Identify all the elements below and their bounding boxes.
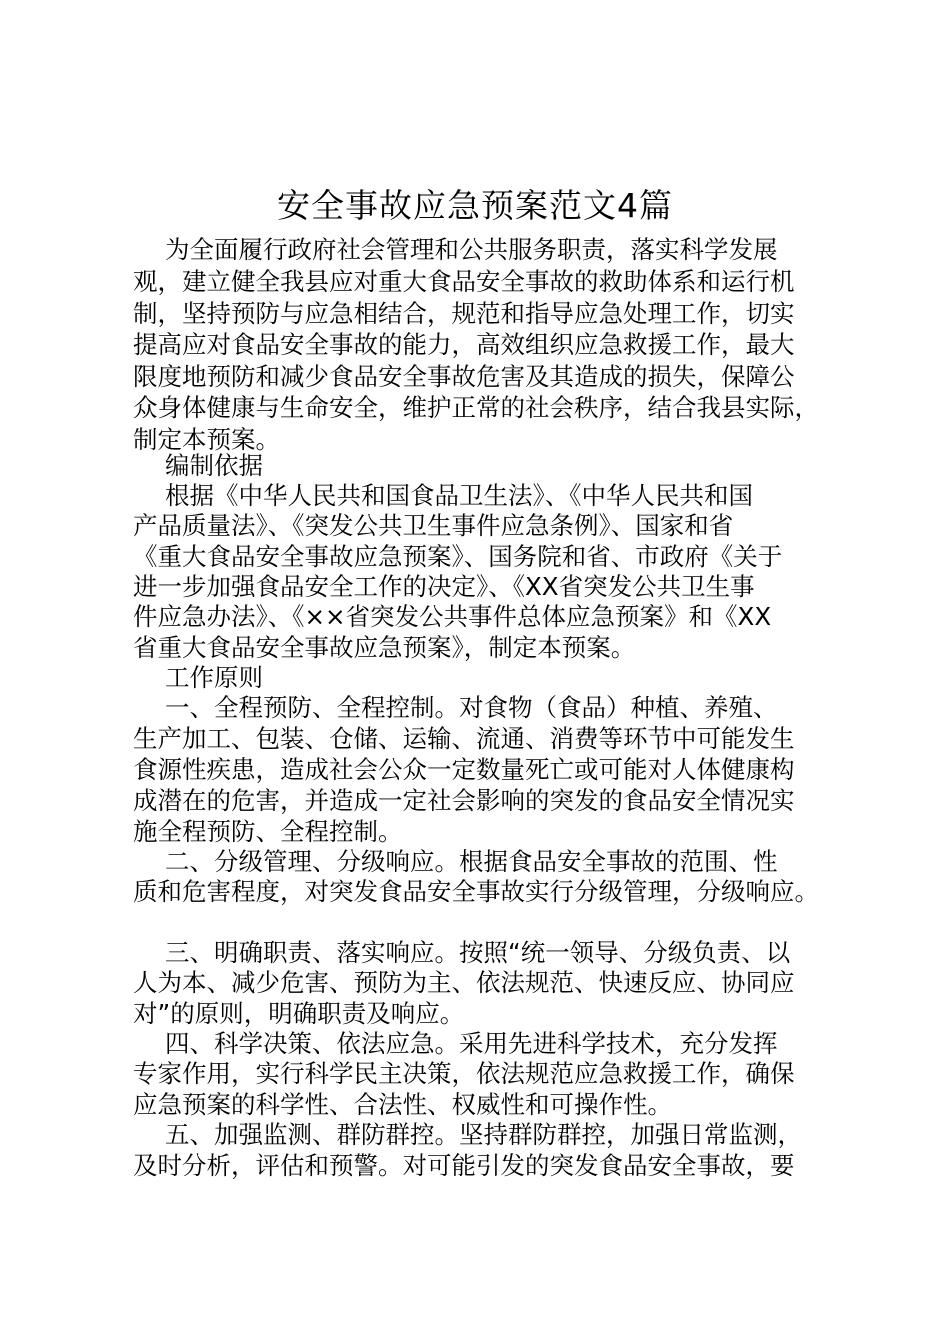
text-line: 《重大食品安全事故应急预案》、国务院和省、市政府《关于 [133, 542, 783, 571]
text-line: 应急预案的科学性、合法性、权威性和可操作性。 [133, 1090, 672, 1119]
text-line: 二、分级管理、分级响应。根据食品安全事故的范围、性 [165, 847, 778, 876]
text-line: 产品质量法》、《突发公共卫生事件应急条例》、国家和省 [133, 511, 734, 540]
text-line: 进一步加强食品安全工作的决定》、《XX省突发公共卫生事 [133, 572, 755, 601]
text-line: 为全面履行政府社会管理和公共服务职责，落实科学发展 [165, 235, 778, 264]
document-title: 安全事故应急预案范文4篇 [277, 186, 673, 225]
text-line: 提高应对食品安全事故的能力，高效组织应急救援工作，最大 [133, 330, 795, 359]
text-line: 件应急办法》、《××省突发公共事件总体应急预案》和《XX [133, 602, 772, 631]
text-line: 制，坚持预防与应急相结合，规范和指导应急处理工作，切实 [133, 299, 795, 328]
text-line: 一、全程预防、全程控制。对食物（食品）种植、养殖、 [165, 693, 778, 722]
text-line: 施全程预防、全程控制。 [133, 817, 403, 846]
text-line: 限度地预防和减少食品安全事故危害及其造成的损失，保障公 [133, 362, 795, 391]
text-line: 专家作用，实行科学民主决策，依法规范应急救援工作，确保 [133, 1059, 795, 1088]
text-line: 三、明确职责、落实响应。按照“统一领导、分级负责、以 [165, 938, 791, 967]
text-line: 根据《中华人民共和国食品卫生法》、《中华人民共和国 [165, 481, 753, 510]
text-line: 人为本、减少危害、预防为主、依法规范、快速反应、协同应 [133, 968, 795, 997]
text-line: 制定本预案。 [133, 425, 280, 454]
text-line: 四、科学决策、依法应急。采用先进科学技术，充分发挥 [165, 1029, 778, 1058]
text-line: 省重大食品安全事故应急预案》，制定本预案。 [133, 633, 636, 662]
text-line: 五、加强监测、群防群控。坚持群防群控，加强日常监测， [165, 1120, 802, 1149]
text-line: 众身体健康与生命安全，维护正常的社会秩序，结合我县实际， [133, 393, 819, 422]
section-heading: 工作原则 [165, 663, 263, 692]
text-line: 及时分析，评估和预警。对可能引发的突发食品安全事故，要 [133, 1151, 795, 1180]
text-line: 质和危害程度，对突发食品安全事故实行分级管理，分级响应。 [133, 877, 819, 906]
text-line: 食源性疾患，造成社会公众一定数量死亡或可能对人体健康构 [133, 755, 795, 784]
text-line: 成潜在的危害，并造成一定社会影响的突发的食品安全情况实 [133, 786, 795, 815]
section-heading: 编制依据 [165, 451, 263, 480]
text-line: 生产加工、包装、仓储、运输、流通、消费等环节中可能发生 [133, 724, 795, 753]
text-line: 对”的原则，明确职责及响应。 [133, 999, 465, 1028]
text-line: 观，建立健全我县应对重大食品安全事故的救助体系和运行机 [133, 267, 795, 296]
